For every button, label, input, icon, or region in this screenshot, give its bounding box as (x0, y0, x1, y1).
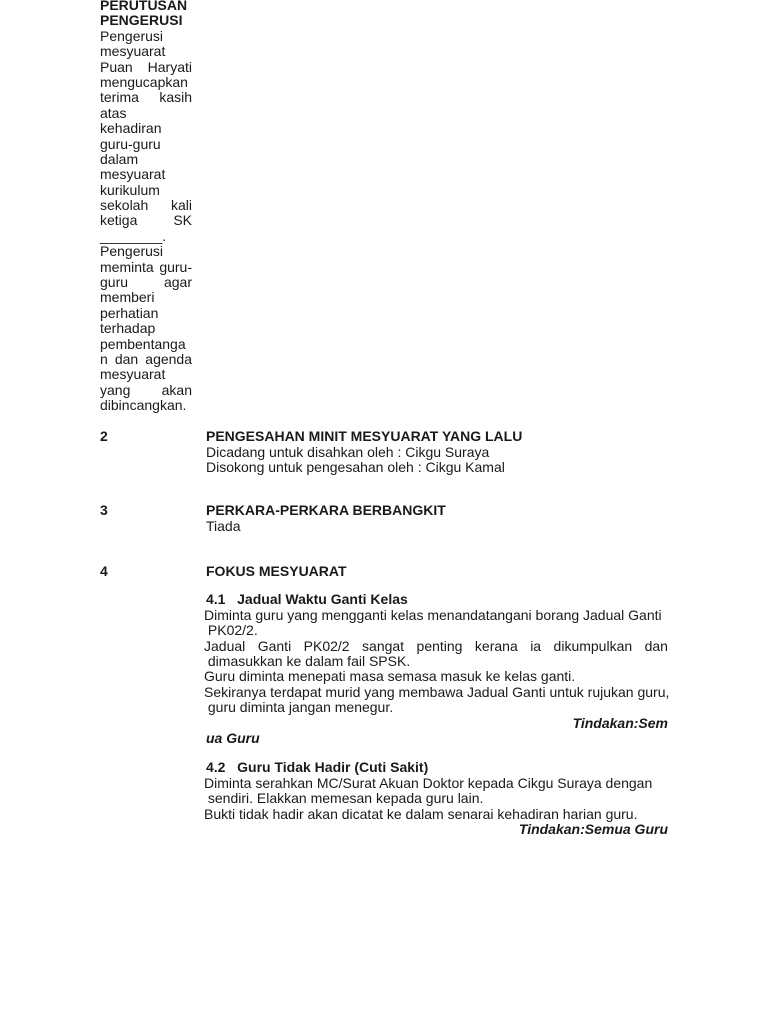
justified-word: dikumpulkan (553, 638, 633, 654)
subsection-4-1-number: 4.1 (206, 591, 226, 607)
section-1-line: kehadiran (100, 120, 162, 137)
section-1-line: ________. (100, 227, 167, 244)
section-1-line: dalam (100, 150, 139, 167)
subsection-4-2-number: 4.2 (206, 759, 226, 775)
section-1-heading-line-1: PERUTUSAN (100, 0, 188, 13)
subsection-4-1-title: Jadual Waktu Ganti Kelas (237, 591, 408, 607)
section-1-word: guru- (159, 258, 192, 275)
subsection-4-1-action-part-2: ua Guru (206, 730, 260, 746)
section-1-line: mesyuarat (100, 166, 166, 183)
subsection-4-2-action: Tindakan:Semua Guru (518, 821, 668, 837)
section-1-line (100, 90, 192, 105)
section-1-line: perhatian (100, 304, 159, 321)
section-1-line: kurikulum (100, 181, 160, 198)
subsection-4-2-heading (206, 760, 428, 775)
justified-word: dan (644, 638, 668, 654)
section-2-title: PENGESAHAN MINIT MESYUARAT YANG LALU (206, 428, 523, 444)
section-1-word: Haryati (147, 58, 192, 75)
justified-word: Jadual (204, 638, 246, 654)
section-1-line (100, 60, 192, 75)
section-1-word: n (100, 350, 108, 367)
section-4-number: 4 (100, 563, 108, 579)
section-1-word: terima (100, 89, 139, 106)
section-1-line (100, 260, 192, 275)
section-4-title: FOKUS MESYUARAT (206, 563, 347, 579)
section-1-word: ketiga (100, 212, 138, 229)
section-1-line: atas (100, 104, 127, 121)
section-2-line-2: Disokong untuk pengesahan oleh : Cikgu Kamal (206, 459, 505, 475)
justified-word: PK02/2 (303, 638, 350, 654)
subsection-4-1-line-6: Sekiranya terdapat murid yang membawa Jadual Ganti untuk rujukan guru, (204, 684, 670, 700)
section-1-word: yang (100, 381, 131, 398)
section-1-line: mengucapkan (100, 73, 188, 90)
section-1-word: akan (161, 381, 192, 398)
section-1-line (100, 383, 192, 398)
section-1-line (100, 198, 192, 213)
section-1-word: Puan (100, 58, 133, 75)
section-1-line (100, 275, 192, 290)
subsection-4-1-line-1: Diminta guru yang mengganti kelas menandatangani borang Jadual Ganti (204, 607, 662, 623)
section-1-word: agar (163, 274, 192, 291)
subsection-4-1-line-2: PK02/2. (204, 622, 258, 638)
section-1-line: mesyuarat (100, 366, 166, 383)
section-1-line: guru-guru (100, 135, 161, 152)
section-1-line: pembentanga (100, 335, 186, 352)
section-1-line: dibincangkan. (100, 397, 187, 414)
justified-word: ia (530, 638, 542, 654)
section-1-line: mesyuarat (100, 43, 166, 60)
section-3-text: Tiada (206, 518, 241, 534)
subsection-4-1-line-5: Guru diminta menepati masa semasa masuk ke kelas ganti. (204, 668, 576, 684)
section-1-word: agenda (145, 350, 192, 367)
section-1-word: guru (100, 274, 129, 291)
subsection-4-1-line-4: dimasukkan ke dalam fail SPSK. (204, 653, 411, 669)
section-3-title: PERKARA-PERKARA BERBANGKIT (206, 502, 446, 518)
justified-word: Ganti (257, 638, 292, 654)
section-1-word: kasih (159, 89, 192, 106)
section-1-line: Pengerusi (100, 27, 164, 44)
subsection-4-2-title: Guru Tidak Hadir (Cuti Sakit) (237, 759, 429, 775)
section-1-line: memberi (100, 289, 155, 306)
subsection-4-2-line-2: sendiri. Elakkan memesan kepada guru lain. (204, 790, 484, 806)
justified-word: penting (416, 638, 463, 654)
justified-word: kerana (474, 638, 518, 654)
section-1-line (100, 213, 192, 228)
section-1-word: meminta (100, 258, 154, 275)
section-1-word: dan (114, 350, 139, 367)
section-1-body (100, 29, 192, 414)
section-1-word: kali (170, 197, 192, 214)
section-1-heading-line-2: PENGERUSI (100, 12, 183, 29)
section-1-line: terhadap (100, 320, 156, 337)
section-2-line-1: Dicadang untuk disahkan oleh : Cikgu Suraya (206, 444, 490, 460)
section-3-number: 3 (100, 502, 108, 518)
justified-word: sangat (362, 638, 405, 654)
section-1-line: Pengerusi (100, 243, 164, 260)
subsection-4-2-line-1: Diminta serahkan MC/Surat Akuan Doktor kepada Cikgu Suraya dengan (204, 775, 653, 791)
section-1-word: SK (173, 212, 192, 229)
subsection-4-2-line-3: Bukti tidak hadir akan dicatat ke dalam senarai kehadiran harian guru. (204, 806, 638, 822)
subsection-4-1-heading (206, 592, 408, 607)
subsection-4-1-line-7: guru diminta jangan menegur. (204, 699, 394, 715)
section-2-number: 2 (100, 428, 108, 444)
section-1-column (100, 0, 192, 414)
section-1-line (100, 352, 192, 367)
subsection-4-1-action-part-1: Tindakan:Sem (572, 715, 668, 731)
section-1-word: sekolah (100, 197, 149, 214)
